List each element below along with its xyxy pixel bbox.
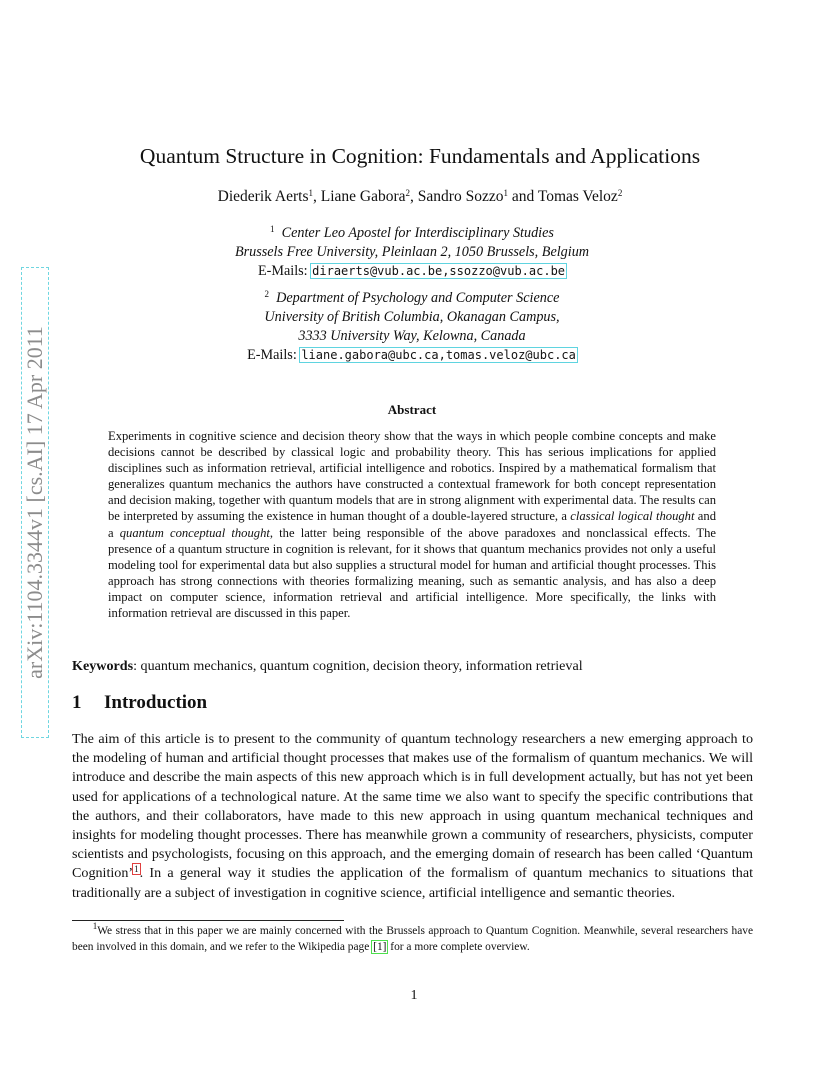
affiliation-1-emails: E-Mails: diraerts@vub.ac.be,ssozzo@vub.ac.be <box>257 263 566 279</box>
author: Liane Gabora$^2$, <box>320 188 418 205</box>
affiliation-1-name: $^1$ Center Leo Apostel for Interdisciplinary Studies <box>270 224 554 241</box>
footnote: $^1$We stress that in this paper we are mainly concerned with the Brussels approach to Quantum Cognition. Meanwhile, several researchers have been involved in this domain, and we refer to the Wikipedia page [1] for a more complete overview. <box>72 921 754 953</box>
author: Diederik Aerts$^1$, <box>217 188 321 205</box>
section-heading: 1 Introduction <box>72 692 208 713</box>
keywords-label: Keywords <box>72 658 134 674</box>
page-number: 1 <box>410 988 418 1003</box>
keywords: Keywords: quantum mechanics, quantum cognition, decision theory, information retrieval <box>72 658 583 674</box>
footnote-link[interactable]: 1 <box>134 864 139 875</box>
affiliation-2-university: University of British Columbia, Okanagan Campus, <box>264 309 560 325</box>
footnote-rule <box>72 920 344 921</box>
paper-title: Quantum Structure in Cognition: Fundamentals and Applications <box>139 144 701 168</box>
author: Sandro Sozzo$^1$ and <box>417 188 538 205</box>
abstract-body: Experiments in cognitive science and decision theory show that the ways in which people combine concepts and make decisions cannot be described by classical logic and probability theory. This has serious implications for applied disciplines such as information retrieval, artificial intelligence and robotics. Inspired by a mathematical formalism that generalizes quantum mechanics the authors have constructed a contextual framework for both concept representation and decision making, together with quantum models that are in strong alignment with experimental data. The results can be interpreted by assuming the existence in human thought of a double-layered structure, a classical logical thought and a quantum conceptual thought, the latter being responsible of the above paradoxes and nonclassical effects. The presence of a quantum structure in cognition is relevant, for it shows that quantum mechanics provides not only a useful modeling tool for experimental data but also supplies a structural model for human and artificial thought processes. This approach has strong connections with theories formalizing meaning, such as semantic analysis, and has also a deep impact on computer science, information retrieval and artificial intelligence. More specifically, the links with information retrieval are discussed in this paper. <box>108 429 716 621</box>
email-link[interactable]: liane.gabora@ubc.ca,tomas.veloz@ubc.ca <box>301 348 576 362</box>
intro-paragraph: The aim of this article is to present to the community of quantum technology researchers a new emerging approach to the modeling of human and artificial thought processes that makes use of the formalism of quantum mechanics. We will introduce and describe the main aspects of this new approach which is in full development actually, but has not yet been used for applications of a technological nature. At the same time we also want to specify the specific contributions that the authors, and their collaborators, have made to this new approach in using quantum mechanical techniques and insights for modeling thought processes. There has meanwhile grown a community of researchers, physicists, computer scientists and psychologists, focusing on this approach, and the emerging domain of research has been called ‘Quantum Cognition’$^1$. In a general way it studies the application of the formalism of quantum mechanics to situations that traditionally are a subject of investigation in cognitive science, artificial intelligence and semantic theories. <box>72 731 753 901</box>
citation-link[interactable]: [1] <box>373 940 387 953</box>
affiliation-2-name: $^2$ Department of Psychology and Computer Science <box>264 289 560 306</box>
author: Tomas Veloz$^2$ <box>537 188 623 205</box>
affiliation-1-address: Brussels Free University, Pleinlaan 2, 1050 Brussels, Belgium <box>234 244 590 260</box>
arxiv-stamp <box>24 270 46 735</box>
affiliation-2-address: 3333 University Way, Kelowna, Canada <box>298 328 526 344</box>
abstract-heading: Abstract <box>387 402 437 417</box>
affiliation-2 <box>70 289 754 365</box>
affiliation-1 <box>70 224 754 281</box>
affiliation-2-emails: E-Mails: liane.gabora@ubc.ca,tomas.veloz@ubc.ca <box>247 347 576 363</box>
email-link[interactable]: diraerts@vub.ac.be,ssozzo@vub.ac.be <box>312 264 566 278</box>
author-list <box>70 188 770 206</box>
arxiv-stamp-text[interactable]: arXiv:1104.3344v1 [cs.AI] 17 Apr 2011 <box>24 270 46 735</box>
